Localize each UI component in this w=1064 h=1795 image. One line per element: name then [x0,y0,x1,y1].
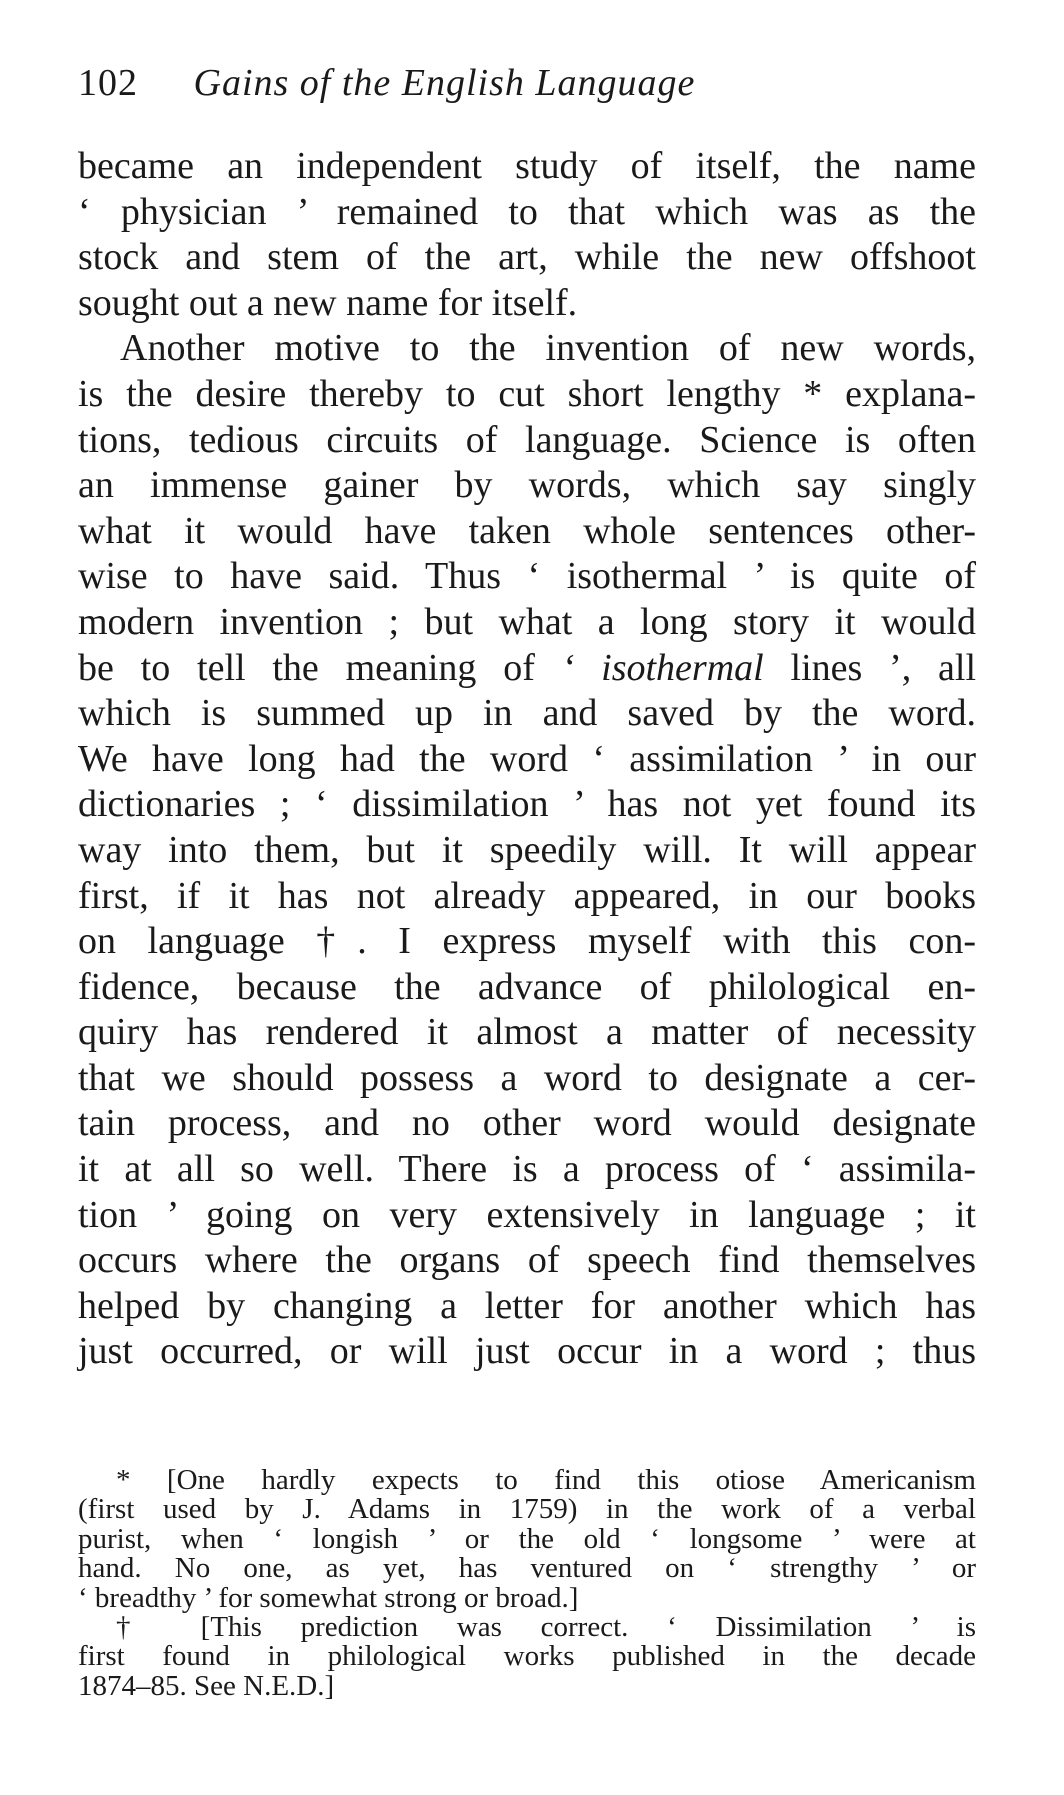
footnote-asterisk-line: * [One hardly expects to find this otiose Americanism [116,1464,976,1496]
body-line: tions, tedious circuits of language. Science is often [78,418,976,461]
body-line: helped by changing a letter for another which has [78,1284,976,1327]
running-title: Gains of the English Language [193,62,696,104]
footnote-line: hand. No one, as yet, has ventured on ‘ strengthy ’ or [78,1552,976,1585]
body-line: wise to have said. Thus ‘ isothermal ’ is quite of [78,555,976,598]
body-line: tain process, and no other word would designate [78,1102,976,1145]
body-line: tion ’ going on very extensively in language ; it [78,1193,976,1236]
footnote-dagger-line: † [This prediction was correct. ‘ Dissimilation ’ is [116,1610,976,1643]
footnote-line: (first used by J. Adams in 1759) in the work of a verbal [78,1493,976,1526]
body-line: stock and stem of the art, while the new offshoot [78,236,976,279]
footnote-line: 1874–85. See N.E.D.] [78,1669,335,1702]
body-line-segment: be to tell the meaning of [78,646,535,689]
body-line: quiry has rendered it almost a matter of necessity [78,1011,976,1054]
body-line: what it would have taken whole sentences other- [78,509,976,552]
footnote-line: purist, when ‘ longish ’ or the old ‘ longsome ’ were at [78,1522,976,1555]
italic-term: ‘ isothermal [561,646,764,689]
body-line: on language †. I express myself with this con- [78,920,976,963]
footnote-line: ‘ breadthy ’ for somewhat strong or broad.] [78,1581,579,1614]
paragraph-start-line: Another motive to the invention of new words, [120,327,976,370]
body-line: an immense gainer by words, which say singly [78,464,976,507]
body-line: sought out a new name for itself. [78,281,578,324]
body-line: fidence, because the advance of philological en- [78,965,976,1008]
body-line: it at all so well. There is a process of ‘ assimila- [78,1148,976,1191]
body-line: that we should possess a word to designate a cer- [78,1056,976,1099]
body-text [78,144,976,1375]
footnotes [78,1466,976,1701]
body-line: ‘ physician ’ remained to that which was as the [78,190,976,233]
page-number: 102 [78,62,138,104]
body-line: which is summed up in and saved by the word. [78,692,976,735]
body-line: dictionaries ; ‘ dissimilation ’ has not yet found its [78,783,976,826]
body-line: first, if it has not already appeared, in our books [78,874,976,917]
body-line-segment: lines ’, all [763,646,977,689]
running-head [78,58,978,108]
body-line: way into them, but it speedily will. It will appear [78,828,976,871]
body-line-with-italic [78,646,976,692]
footnote-line: first found in philological works published in the decade [78,1640,976,1673]
body-line: just occurred, or will just occur in a word ; thus [78,1330,976,1373]
body-line: occurs where the organs of speech find themselves [78,1239,976,1282]
body-line: modern invention ; but what a long story it would [78,600,976,643]
body-line: is the desire thereby to cut short lengthy * explana- [78,372,976,415]
body-line: became an independent study of itself, the name [78,145,976,187]
body-line: We have long had the word ‘ assimilation ’ in our [78,737,976,780]
